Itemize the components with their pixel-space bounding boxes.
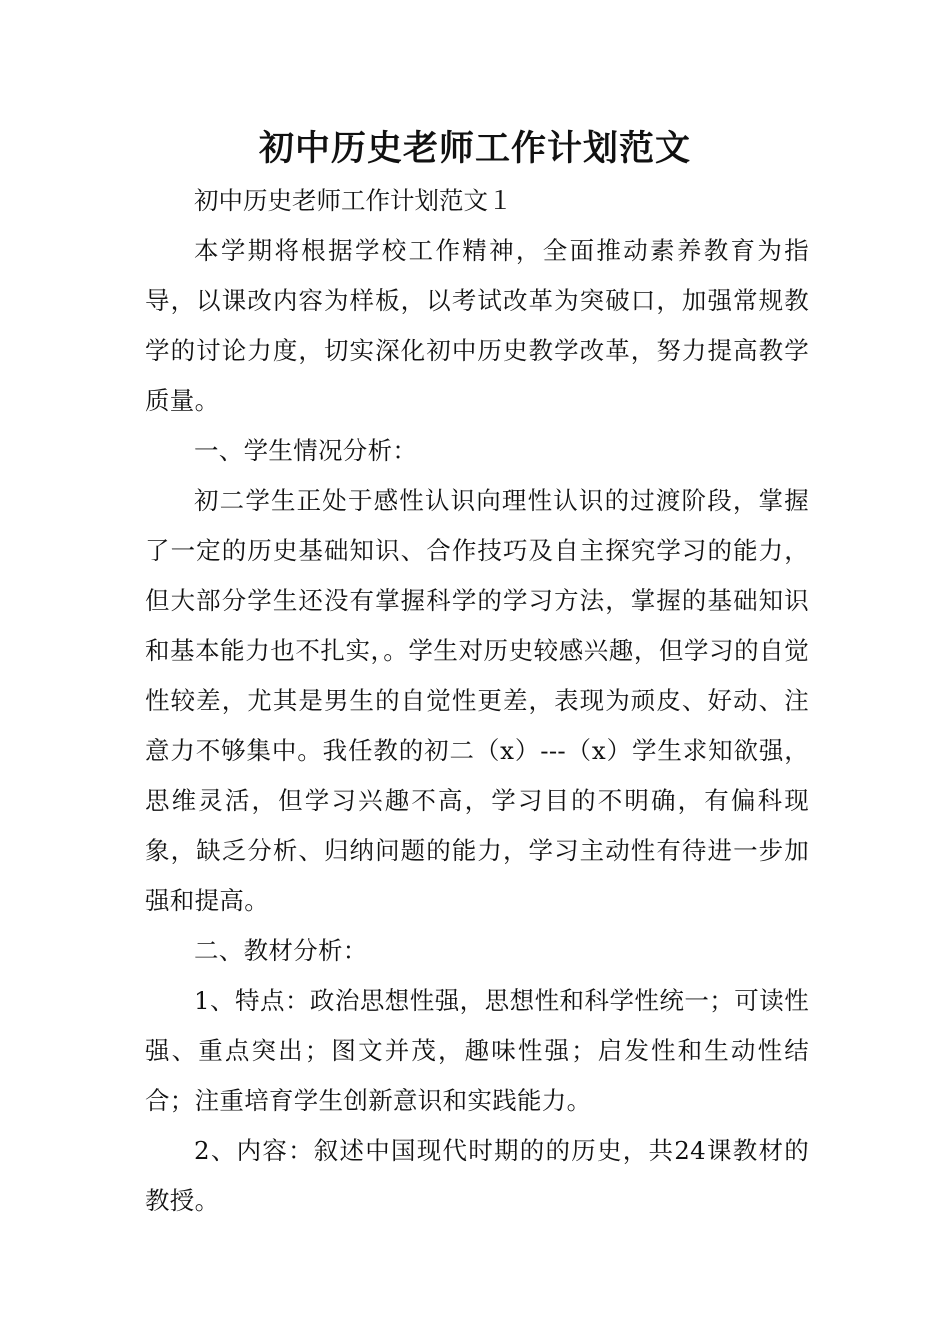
document-body [145, 176, 809, 1226]
paragraph-intro: 本学期将根据学校工作精神，全面推动素养教育为指导，以课改内容为样板，以考试改革为突破口，加强常规教学的讨论力度，切实深化初中历史教学改革，努力提高教学质量。 [145, 236, 809, 415]
document-title: 初中历史老师工作计划范文 [258, 128, 691, 169]
section-heading-textbook-analysis: 二、教材分析： [194, 936, 368, 965]
paragraph-student-analysis: 初二学生正处于感性认识向理性认识的过渡阶段，掌握了一定的历史基础知识、合作技巧及自主探究学习的能力，但大部分学生还没有掌握科学的学习方法，掌握的基础知识和基本能力也不扎实，。学生对历史较感兴趣，但学习的自觉性较差，尤其是男生的自觉性更差，表现为顽皮、好动、注意力不够集中。我任教的初二（x）---（x）学生求知欲强，思维灵活，但学习兴趣不高，学习目的不明确，有偏科现象，缺乏分析、归纳问题的能力，学习主动性有待进一步加强和提高。 [145, 486, 809, 915]
document-subtitle: 初中历史老师工作计划范文１ [194, 186, 513, 215]
section-heading-student-analysis: 一、学生情况分析： [194, 436, 418, 465]
paragraph-features: 1、特点：政治思想性强，思想性和科学性统一；可读性强、重点突出；图文并茂，趣味性强；启发性和生动性结合；注重培育学生创新意识和实践能力。 [145, 986, 809, 1115]
paragraph-content: 2、内容：叙述中国现代时期的的历史，共24课教材的教授。 [145, 1136, 809, 1215]
